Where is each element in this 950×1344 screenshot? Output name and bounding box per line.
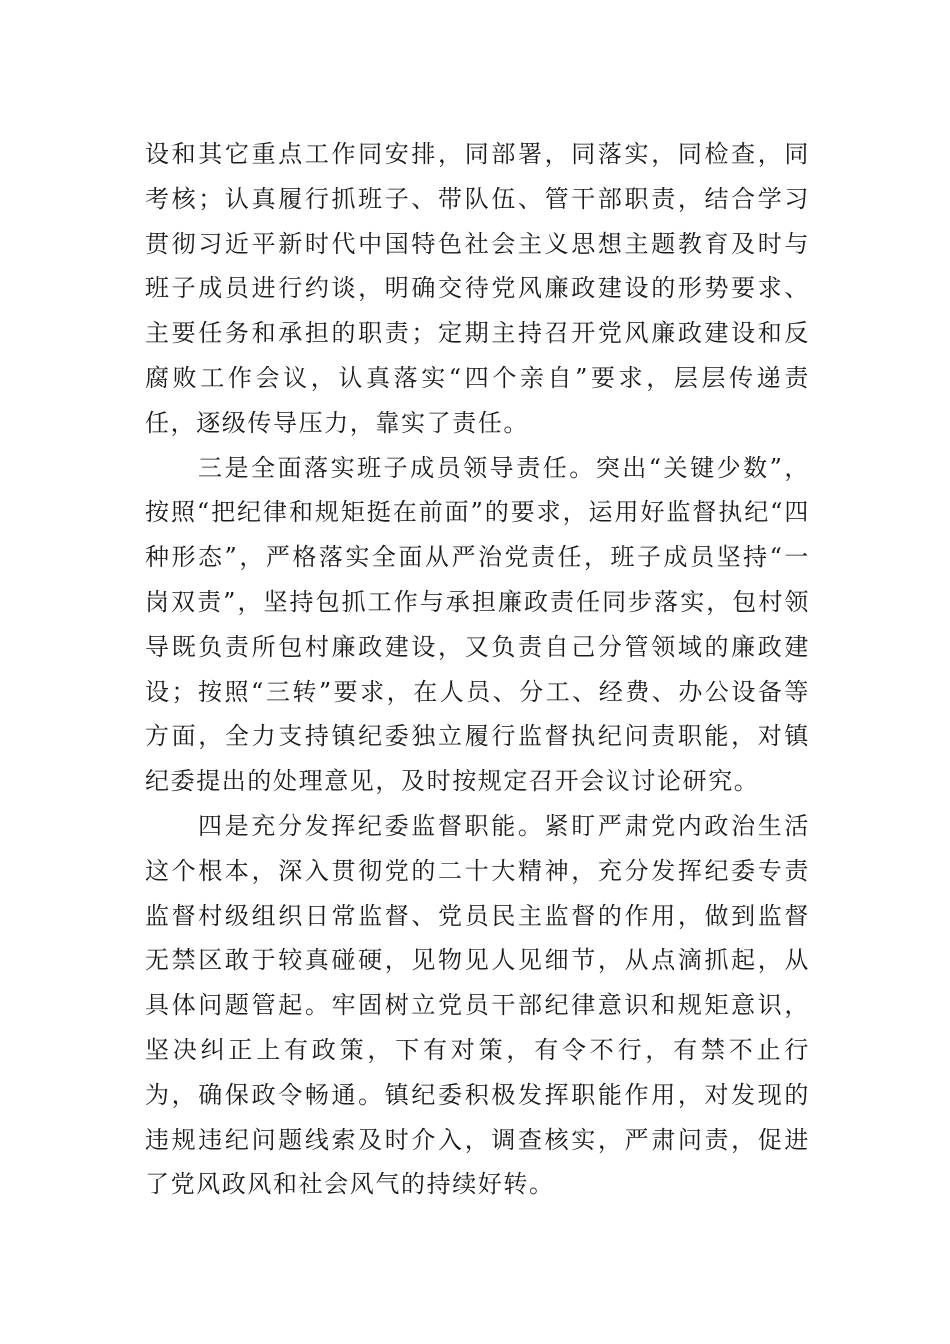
paragraph-three: 三是全面落实班子成员领导责任。突出“关键少数”，按照“把纪律和规矩挺在前面”的要求，运用好监督执纪“四种形态”，严格落实全面从严治党责任，班子成员坚持“一岗双责”，坚持包抓工作与承担廉政责任同步落实，包村领导既负责所包村廉政建设，又负责自己分管领域的廉政建设；按照“三转”要求，在人员、分工、经费、办公设备等方面，全力支持镇纪委独立履行监督执纪问责职能，对镇纪委提出的处理意见，及时按规定召开会议讨论研究。 <box>145 453 810 796</box>
paragraph-four: 四是充分发挥纪委监督职能。紧盯严肃党内政治生活这个根本，深入贯彻党的二十大精神，充分发挥纪委专责监督村级组织日常监督、党员民主监督的作用，做到监督无禁区敢于较真碰硬，见物见人见细节，从点滴抓起，从具体问题管起。牢固树立党员干部纪律意识和规矩意识，坚决纠正上有政策，下有对策，有令不行，有禁不止行为，确保政令畅通。镇纪委积极发挥职能作用，对发现的违规违纪问题线索及时介入，调查核实，严肃问责，促进了党风政风和社会风气的持续好转。 <box>145 811 810 1199</box>
paragraph-continuation: 设和其它重点工作同安排，同部署，同落实，同检查，同考核；认真履行抓班子、带队伍、管干部职责，结合学习贯彻习近平新时代中国特色社会主义思想主题教育及时与班子成员进行约谈，明确交待党风廉政建设的形势要求、主要任务和承担的职责；定期主持召开党风廉政建设和反腐败工作会议，认真落实“四个亲自”要求，层层传递责任，逐级传导压力，靠实了责任。 <box>145 140 810 437</box>
document-page <box>145 132 810 1207</box>
